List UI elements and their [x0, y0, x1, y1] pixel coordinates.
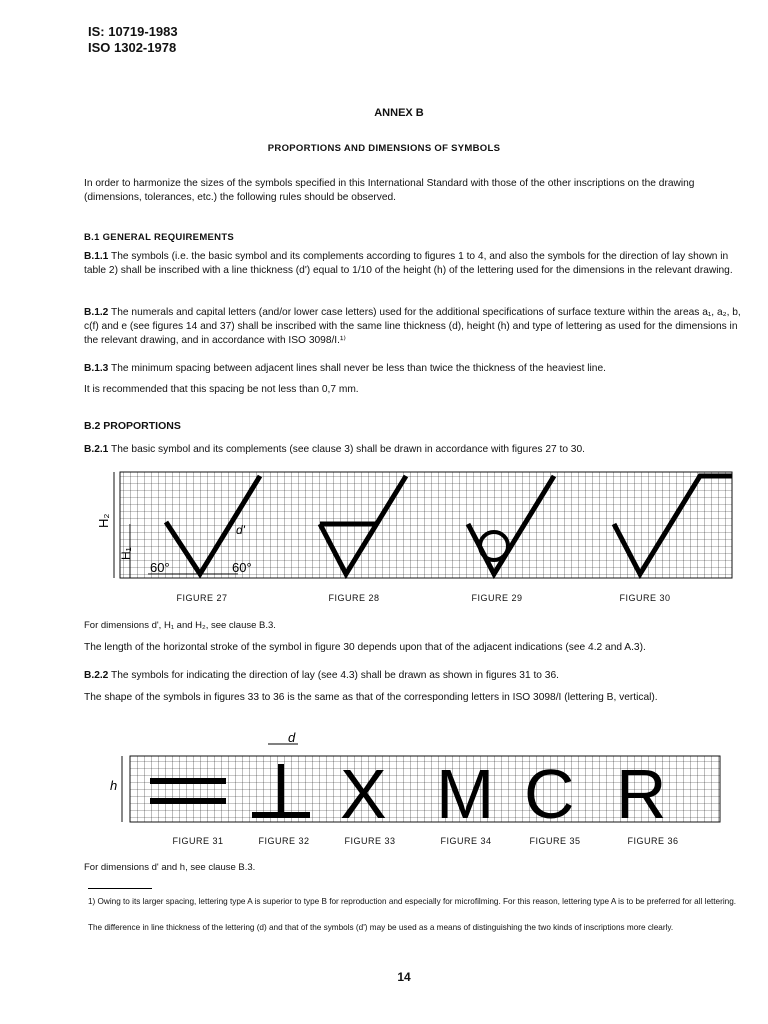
- figure-33-symbol-x: X: [340, 755, 387, 828]
- clause-b22-number: B.2.2: [84, 670, 109, 681]
- figure-36-label: FIGURE 36: [627, 836, 679, 846]
- clause-b11-number: B.1.1: [84, 251, 109, 262]
- fig32-vertical: [278, 764, 284, 814]
- section-b1-heading: B.1 GENERAL REQUIREMENTS: [84, 232, 235, 243]
- annex-subtitle: PROPORTIONS AND DIMENSIONS OF SYMBOLS: [267, 143, 501, 154]
- clause-b13-number: B.1.3: [84, 363, 109, 374]
- fig27-dprime-label: d': [236, 523, 245, 537]
- standard-number-iso: ISO 1302-1978: [88, 40, 177, 55]
- clause-b13-recommendation: It is recommended that this spacing be not less than 0,7 mm.: [84, 384, 359, 395]
- clause-b21-text: The basic symbol and its complements (see clause 3) shall be drawn in accordance with figures 27 to 30.: [111, 444, 585, 455]
- d-label: d: [288, 730, 296, 745]
- clause-b12-text: The numerals and capital letters (and/or lower case letters) used for the additional specifications of surface texture within the areas a₁, a₂, b, c(f) and e (see figures 14 and 37) shall be inscribed with the same line thickness (d), height (h) and type of lettering as used for the dimensions in the relevant drawing, and in accordance with ISO 3098/I.¹⁾: [84, 307, 741, 346]
- figure-34-label: FIGURE 34: [440, 836, 492, 846]
- figure-28-label: FIGURE 28: [328, 593, 380, 603]
- clause-b11-text: The symbols (i.e. the basic symbol and its complements according to figures 1 to 4, and also the symbols for the direction of lay shown in table 2) shall be inscribed with a line thickness (d') equal to 1/10 of the height (h) of the lettering used for the dimensions in the relevant drawing.: [84, 251, 733, 276]
- clause-b11: [84, 250, 744, 278]
- h2-label: H₂: [96, 513, 111, 528]
- standard-number-is: IS: 10719-1983: [88, 24, 178, 39]
- clause-b12: [84, 306, 744, 348]
- figure-36-symbol-r: R: [616, 755, 667, 828]
- figure-35-label: FIGURE 35: [529, 836, 581, 846]
- fig32-base: [252, 812, 310, 818]
- clause-b21-number: B.2.1: [84, 444, 109, 455]
- dimension-note-1: For dimensions d', H₁ and H₂, see clause B.3.: [84, 620, 276, 631]
- figure-32-label: FIGURE 32: [258, 836, 310, 846]
- fig31-bar-top: [150, 778, 226, 784]
- annex-title: ANNEX B: [374, 107, 424, 119]
- figure-27-label: FIGURE 27: [176, 593, 228, 603]
- figure-34-symbol-m: M: [436, 755, 495, 828]
- footnote-divider: [88, 888, 152, 889]
- figure-30-label: FIGURE 30: [619, 593, 671, 603]
- figure-35-symbol-c: C: [524, 755, 575, 828]
- clause-b13: [84, 362, 744, 376]
- figure-29-label: FIGURE 29: [471, 593, 523, 603]
- figure-33-label: FIGURE 33: [344, 836, 396, 846]
- figure-31-label: FIGURE 31: [172, 836, 224, 846]
- h1-label: H₁: [119, 547, 133, 560]
- shape-note: The shape of the symbols in figures 33 to 36 is the same as that of the corresponding letters in ISO 3098/I (lettering B, vertical).: [84, 692, 658, 703]
- horizontal-stroke-note: The length of the horizontal stroke of the symbol in figure 30 depends upon that of the adjacent indications (see 4.2 and A.3).: [84, 642, 646, 653]
- clause-b21: [84, 443, 744, 457]
- fig31-bar-bottom: [150, 798, 226, 804]
- footnote-1: 1) Owing to its larger spacing, lettering type A is superior to type B for reproduction and especially for microfilming. For this reason, lettering type A is to be preferred for all lettering.: [88, 897, 737, 906]
- grid-background: [120, 472, 732, 578]
- fig27-angle-left: 60°: [150, 560, 170, 575]
- clause-b22-text: The symbols for indicating the direction of lay (see 4.3) shall be drawn as shown in figures 31 to 36.: [111, 670, 559, 681]
- h-label: h: [110, 778, 118, 793]
- figures-31-36-diagram: [88, 726, 728, 828]
- footnote-2: The difference in line thickness of the lettering (d) and that of the symbols (d') may be used as a means of distinguishing the two kinds of inscriptions more clearly.: [88, 923, 674, 932]
- fig27-angle-right: 60°: [232, 560, 252, 575]
- clause-b12-number: B.1.2: [84, 307, 109, 318]
- figures-27-30-diagram: [88, 462, 748, 592]
- clause-b13-text: The minimum spacing between adjacent lines shall never be less than twice the thickness of the heaviest line.: [111, 363, 606, 374]
- section-b2-heading: B.2 PROPORTIONS: [84, 420, 181, 432]
- page-number: 14: [397, 970, 411, 984]
- clause-b22: [84, 669, 744, 683]
- intro-paragraph: In order to harmonize the sizes of the symbols specified in this International Standard with those of the other inscriptions on the drawing (dimensions, tolerances, etc.) the following rules should be observed.: [84, 178, 695, 203]
- dimension-note-2: For dimensions d' and h, see clause B.3.: [84, 862, 256, 873]
